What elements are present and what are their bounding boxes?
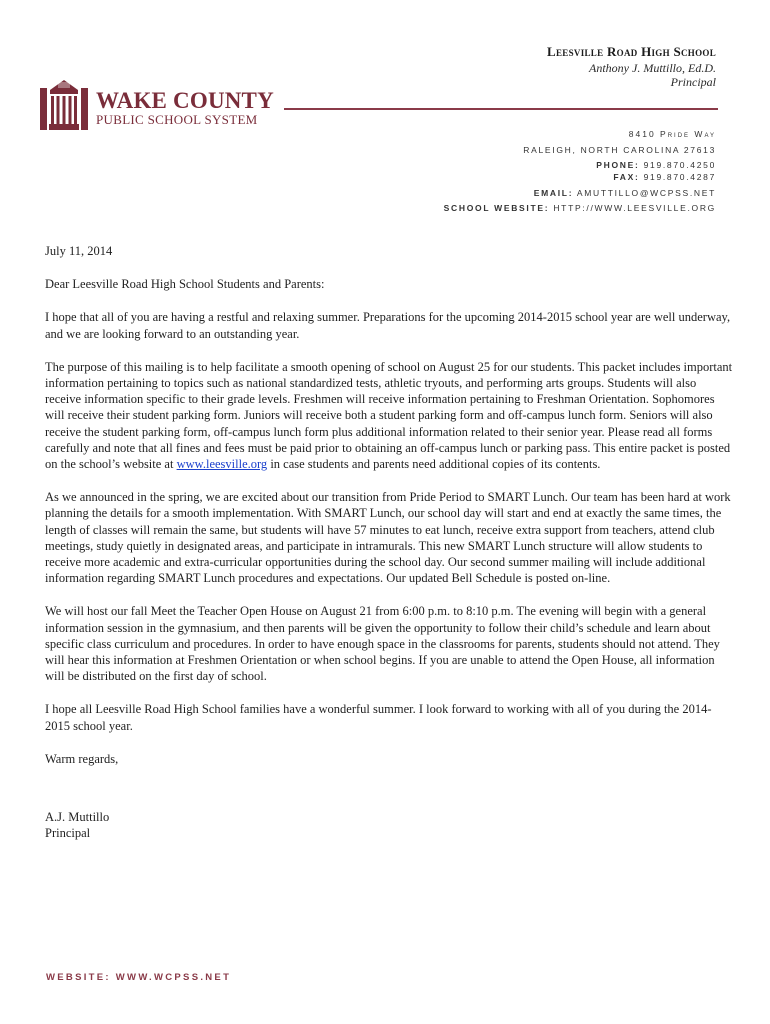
- principal-name: Anthony J. Muttillo, Ed.D.: [589, 61, 716, 75]
- fax-value: 919.870.4287: [643, 172, 716, 182]
- email-label: EMAIL:: [533, 188, 574, 198]
- paragraph-2-text-b: in case students and parents need additional copies of its contents.: [267, 457, 601, 472]
- address-phone: [596, 160, 716, 170]
- letter-closing: Warm regards,: [45, 751, 119, 766]
- logo-title: WAKE COUNTY: [96, 88, 274, 113]
- leesville-website-link[interactable]: www.leesville.org: [176, 457, 268, 472]
- letter-body: [45, 243, 733, 841]
- signature-block: [45, 809, 733, 841]
- address-street: 8410 Pride Way: [628, 129, 716, 139]
- letter-paragraph-4: We will host our fall Meet the Teacher Open House on August 21 from 6:00 p.m. to 8:10 p.m. The evening will begin with a general information session in the gymnasium, and then parents will be given the opportunity to follow their child’s schedule and learn about specific class curriculum and procedures. In order to have enough space in the classrooms for parents, students should not attend. They will hear this information at Freshmen Orientation or when school begins. If you are unable to attend the Open House, all information will be distributed on the first day of school.: [45, 604, 720, 684]
- address-fax: [613, 172, 716, 182]
- wcpss-logo: [40, 80, 274, 130]
- email-value[interactable]: AMUTTILLO@WCPSS.NET: [576, 188, 716, 198]
- letter-date: July 11, 2014: [45, 244, 113, 258]
- logo-subtitle: PUBLIC SCHOOL SYSTEM: [96, 112, 258, 127]
- signer-title: Principal: [45, 826, 91, 841]
- paragraph-2-text-a: The purpose of this mailing is to help facilitate a smooth opening of school on August 25 for our students. This packet includes important information pertaining to topics such as national standardized tests, athletic tryouts, and performing arts groups. Students will also receive information specific to their grade levels. Freshmen will receive information pertaining to Freshman Orientation. Sophomores will receive their student parking form. Juniors will receive both a student parking form and off-campus lunch form. Seniors will also receive the student parking form, off-campus lunch form plus additional information related to their senior year. Please read all forms carefully and note that all fines and fees must be paid prior to obtaining an off-campus lunch or parking pass. This entire packet is posted on the school’s website at: [45, 359, 733, 472]
- fax-label: FAX:: [613, 172, 640, 182]
- address-website: [444, 203, 716, 213]
- website-label: SCHOOL WEBSITE:: [443, 203, 550, 213]
- letter-paragraph-2: [45, 359, 733, 472]
- principal-title: Principal: [670, 75, 716, 89]
- footer-website: WEBSITE: WWW.WCPSS.NET: [46, 972, 232, 983]
- letter-paragraph-1: I hope that all of you are having a restful and relaxing summer. Preparations for the upcoming 2014-2015 school year are well underway, and we are looking forward to an outstanding year.: [45, 310, 731, 341]
- phone-value: 919.870.4250: [643, 160, 716, 170]
- letter-paragraph-5: I hope all Leesville Road High School families have a wonderful summer. I look forward to working with all of you during the 2014-2015 school year.: [45, 702, 712, 733]
- letter-salutation: Dear Leesville Road High School Students and Parents:: [45, 277, 325, 292]
- address-city: RALEIGH, NORTH CAROLINA 27613: [523, 145, 716, 155]
- signer-name: A.J. Muttillo: [45, 810, 110, 825]
- website-value[interactable]: HTTP://WWW.LEESVILLE.ORG: [553, 203, 716, 213]
- letter-paragraph-3: As we announced in the spring, we are excited about our transition from Pride Period to SMART Lunch. Our team has been hard at work planning the details for a smooth implementation. With SMART Lunch, our school day will start and end at exactly the same times, the length of classes will remain the same, but students will have 57 minutes to eat lunch, receive extra support from teachers, attend club meetings, study quietly in designated areas, and participate in intramurals. This new SMART Lunch structure will allow students to receive more academic and extra-curricular opportunities during the school day. Our second summer mailing will include additional information regarding SMART Lunch procedures and expectations. Our updated Bell Schedule is posted on-line.: [45, 490, 731, 586]
- address-email: [534, 188, 716, 198]
- header-divider: [284, 108, 718, 110]
- phone-label: PHONE:: [596, 160, 640, 170]
- school-name: Leesville Road High School: [547, 44, 716, 59]
- school-building-icon: [40, 80, 88, 130]
